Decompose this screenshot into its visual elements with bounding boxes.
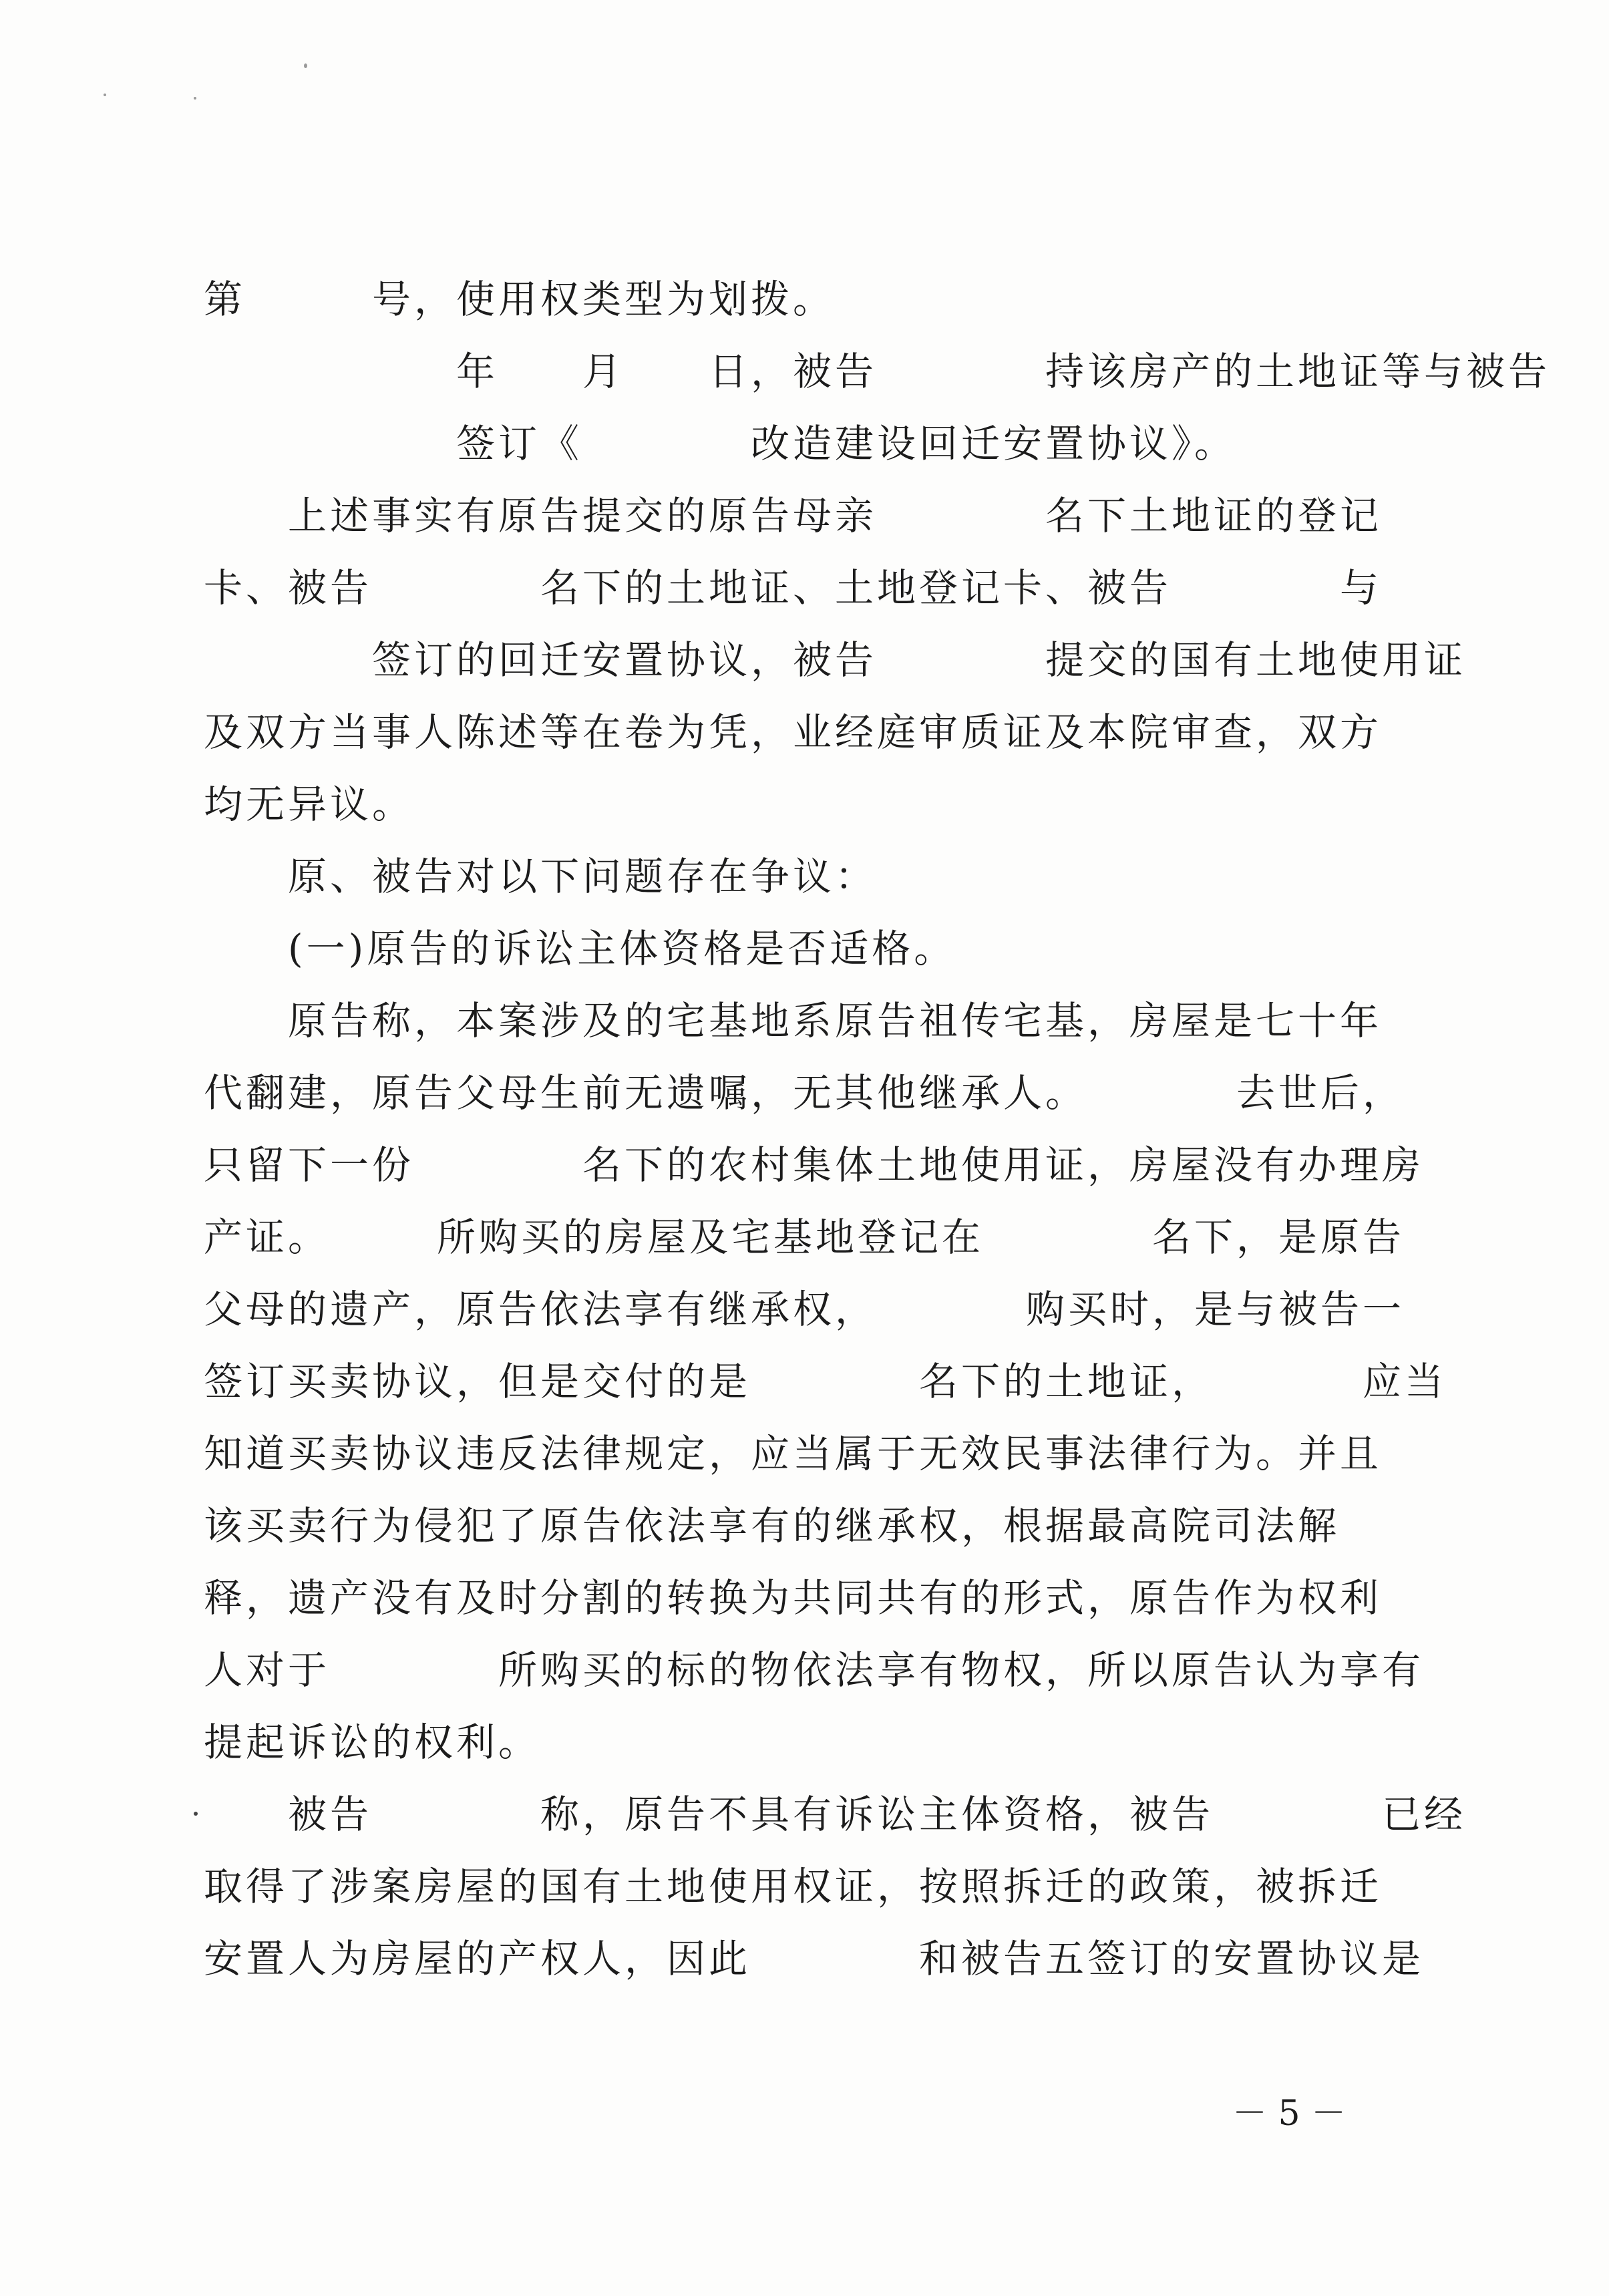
text-line: 原告称，本案涉及的宅基地系原告祖传宅基，房屋是七十年 — [204, 998, 1383, 1043]
text-line: 产证。 所购买的房屋及宅基地登记在 名下，是原告 — [204, 1214, 1405, 1260]
scan-speck — [104, 94, 106, 96]
text-line: 提起诉讼的权利。 — [204, 1719, 541, 1765]
page-number: － 5 － — [1232, 2094, 1347, 2134]
text-line: 人对于 所购买的标的物依法享有物权，所以原告认为享有 — [204, 1647, 1425, 1693]
scan-speck — [194, 1812, 198, 1816]
text-line: 取得了涉案房屋的国有土地使用权证，按照拆迁的政策，被拆迁 — [204, 1864, 1383, 1909]
text-line: 及双方当事人陈述等在卷为凭，业经庭审质证及本院审查，双方 — [204, 709, 1383, 755]
scan-speck — [304, 63, 307, 68]
scan-speck — [194, 97, 196, 100]
text-line: 均无异议。 — [204, 782, 415, 827]
text-line: 释，遗产没有及时分割的转换为共同共有的形式，原告作为权利 — [204, 1575, 1383, 1621]
text-line: 该买卖行为侵犯了原告依法享有的继承权，根据最高院司法解 — [204, 1503, 1340, 1548]
text-line: 只留下一份 名下的农村集体土地使用证，房屋没有办理房 — [204, 1142, 1425, 1188]
text-line: 被告 称，原告不具有诉讼主体资格，被告 已经 — [204, 1792, 1467, 1837]
text-line: (一)原告的诉讼主体资格是否适格。 — [204, 926, 956, 971]
text-line: 上述事实有原告提交的原告母亲 名下土地证的登记 — [204, 493, 1383, 538]
text-line: 父母的遗产，原告依法享有继承权， 购买时，是与被告一 — [204, 1287, 1405, 1332]
text-line: 签订的回迁安置协议，被告 提交的国有土地使用证 — [204, 637, 1467, 683]
text-line: 原、被告对以下问题存在争议： — [204, 854, 878, 899]
text-line: 安置人为房屋的产权人，因此 和被告五签订的安置协议是 — [204, 1936, 1425, 1981]
text-line: 代翻建，原告父母生前无遗嘱，无其他继承人。 去世后， — [204, 1070, 1405, 1116]
text-line: 签订买卖协议，但是交付的是 名下的土地证， 应当 — [204, 1359, 1447, 1404]
text-line: 卡、被告 名下的土地证、土地登记卡、被告 与 — [204, 565, 1383, 611]
text-line: 知道买卖协议违反法律规定，应当属于无效民事法律行为。并且 — [204, 1431, 1383, 1476]
text-line: 签订《 改造建设回迁安置协议》。 — [204, 421, 1237, 466]
text-line: 第 号，使用权类型为划拨。 — [204, 277, 836, 322]
text-line: 年 月 日，被告 持该房产的土地证等与被告 — [204, 349, 1551, 394]
